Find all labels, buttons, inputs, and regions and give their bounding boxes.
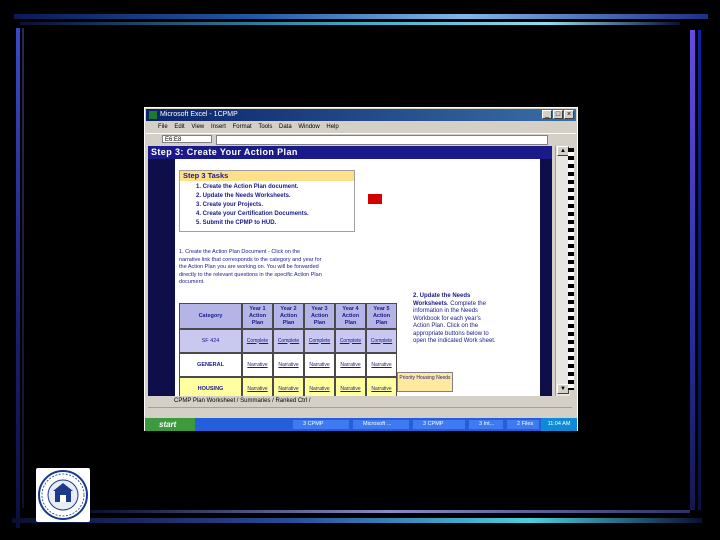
right-margin-band xyxy=(540,159,552,396)
table-header-category: Category xyxy=(179,303,242,329)
table-header-year: Year 3 Action Plan xyxy=(304,303,335,329)
table-cell xyxy=(304,329,335,353)
menu-window[interactable]: Window xyxy=(298,124,320,130)
table-cell xyxy=(304,377,335,396)
slide-bottom-line-accent xyxy=(90,510,690,513)
needs-body-line: information in the Needs xyxy=(413,308,479,314)
taskbar-clock: 11:04 AM xyxy=(541,418,577,431)
narrative-link[interactable]: Narrative xyxy=(247,361,268,368)
table-cell xyxy=(273,377,304,396)
taskbar-item[interactable]: 3 CPMP xyxy=(413,420,465,429)
complete-link[interactable]: Complete xyxy=(339,337,362,344)
formula-bar[interactable] xyxy=(216,135,548,145)
task-item[interactable]: 1. Create the Action Plan document. xyxy=(196,184,299,190)
table-cell xyxy=(335,377,366,396)
menu-insert[interactable]: Insert xyxy=(210,124,226,130)
needs-body-line: Workbook for each year's xyxy=(413,315,481,322)
taskbar-item[interactable]: 3 Int... xyxy=(469,420,503,429)
priority-housing-needs-button[interactable]: Priority Housing Needs xyxy=(397,372,453,392)
menu-help[interactable]: Help xyxy=(326,124,339,130)
narrative-link[interactable]: Narrative xyxy=(247,385,268,392)
needs-title-line: 2. Update the Needs xyxy=(413,293,471,299)
complete-link[interactable]: Complete xyxy=(370,337,393,344)
taskbar-item[interactable]: 3 CPMP xyxy=(293,420,349,429)
table-cell xyxy=(335,353,366,377)
minimize-button[interactable]: _ xyxy=(542,110,552,119)
left-margin-band xyxy=(148,159,175,396)
complete-link[interactable]: Complete xyxy=(277,337,300,344)
start-button[interactable]: start xyxy=(145,418,195,431)
slide-right-line-accent xyxy=(698,30,701,510)
excel-window xyxy=(144,107,578,431)
window-title: Microsoft Excel - 1CPMP xyxy=(160,111,238,118)
table-header-year: Year 5 Action Plan xyxy=(366,303,397,329)
slide-right-line xyxy=(690,30,695,510)
title-band xyxy=(148,146,552,159)
table-cell xyxy=(366,329,397,353)
table-cell xyxy=(242,377,273,396)
needs-body-line: . Complete the xyxy=(446,300,486,307)
tasks-heading: Step 3 Tasks xyxy=(180,171,354,181)
table-cell xyxy=(335,329,366,353)
task-item[interactable]: 2. Update the Needs Worksheets. xyxy=(196,193,291,199)
narrative-link[interactable]: Narrative xyxy=(371,385,392,392)
hud-seal-logo xyxy=(36,468,90,522)
sheet-tabs[interactable] xyxy=(148,397,572,406)
needs-body-line: Action Plan. Click on the xyxy=(413,323,479,329)
table-cell xyxy=(242,329,273,353)
hud-seal-icon xyxy=(36,468,90,522)
needs-body-line: appropriate buttons below to xyxy=(413,330,489,337)
slide-left-line-accent xyxy=(22,28,24,508)
formula-toolbar xyxy=(146,133,576,145)
name-box[interactable]: E6:E8 xyxy=(162,135,212,143)
slide-left-line xyxy=(16,28,20,528)
slide-bottom-line xyxy=(12,518,702,523)
maximize-button[interactable]: □ xyxy=(553,110,563,119)
taskbar-item[interactable]: 2 Files xyxy=(507,420,539,429)
slide-top-line-accent xyxy=(20,22,680,25)
table-cell xyxy=(273,353,304,377)
narrative-link[interactable]: Narrative xyxy=(340,385,361,392)
page-edge-pattern xyxy=(568,148,574,390)
narrative-link[interactable]: Narrative xyxy=(278,361,299,368)
scroll-up-icon[interactable]: ▲ xyxy=(557,146,569,156)
narrative-link[interactable]: Narrative xyxy=(309,385,330,392)
needs-body-line: open the indicated Work sheet. xyxy=(413,338,496,344)
red-marker xyxy=(368,194,382,204)
table-cell xyxy=(304,353,335,377)
table-header-year: Year 1 Action Plan xyxy=(242,303,273,329)
tasks-box xyxy=(179,170,355,232)
narrative-link[interactable]: Narrative xyxy=(371,361,392,368)
excel-icon xyxy=(149,111,157,119)
action-plan-instructions xyxy=(179,249,397,289)
instruction-line: 1. Create the Action Plan Document - Click on the xyxy=(179,249,301,255)
menu-format[interactable]: Format xyxy=(232,124,252,130)
menu-bar xyxy=(146,122,576,133)
table-header-year: Year 4 Action Plan xyxy=(335,303,366,329)
menu-file[interactable]: File xyxy=(158,124,168,130)
narrative-link[interactable]: Narrative xyxy=(309,361,330,368)
instruction-line: narrative link that corresponds to the category and year for xyxy=(179,256,322,263)
complete-link[interactable]: Complete xyxy=(246,337,269,344)
narrative-link[interactable]: Narrative xyxy=(340,361,361,368)
instruction-line: directly to the relevant questions in the specific Action Plan xyxy=(179,271,322,278)
row-label-general: GENERAL xyxy=(179,353,242,377)
instruction-line: the Action Plan you are working on. You will be forwarded xyxy=(179,264,319,270)
complete-link[interactable]: Complete xyxy=(308,337,331,344)
row-label-sf424: SF 424 xyxy=(179,329,242,353)
menu-view[interactable]: View xyxy=(191,124,205,130)
menu-tools[interactable]: Tools xyxy=(258,124,273,130)
task-item[interactable]: 3. Create your Projects. xyxy=(196,202,264,208)
needs-title-line: Worksheets xyxy=(413,300,447,307)
row-label-housing: HOUSING xyxy=(179,377,242,396)
menu-data[interactable]: Data xyxy=(279,124,292,130)
table-cell xyxy=(366,353,397,377)
table-header-year: Year 2 Action Plan xyxy=(273,303,304,329)
table-cell xyxy=(242,353,273,377)
needs-worksheet-instructions xyxy=(413,293,543,346)
instruction-line: document. xyxy=(179,279,205,285)
scroll-down-icon[interactable]: ▼ xyxy=(557,384,569,394)
table-cell xyxy=(273,329,304,353)
taskbar xyxy=(145,418,577,431)
close-button[interactable]: × xyxy=(564,110,574,119)
sheet-tab-labels[interactable]: CPMP Plan Worksheet / Summaries / Ranked Ctrl / xyxy=(174,398,311,404)
slide-top-line xyxy=(14,14,708,19)
worksheet[interactable] xyxy=(148,146,552,396)
status-bar xyxy=(148,407,572,416)
task-item[interactable]: 4. Create your Certification Documents. xyxy=(196,211,309,217)
taskbar-item[interactable]: Microsoft ... xyxy=(353,420,409,429)
window-titlebar xyxy=(146,109,576,121)
table-cell xyxy=(366,377,397,396)
menu-edit[interactable]: Edit xyxy=(174,124,185,130)
step-title: Step 3: Create Your Action Plan xyxy=(151,147,298,157)
task-item[interactable]: 5. Submit the CPMP to HUD. xyxy=(196,220,277,226)
narrative-link[interactable]: Narrative xyxy=(278,385,299,392)
